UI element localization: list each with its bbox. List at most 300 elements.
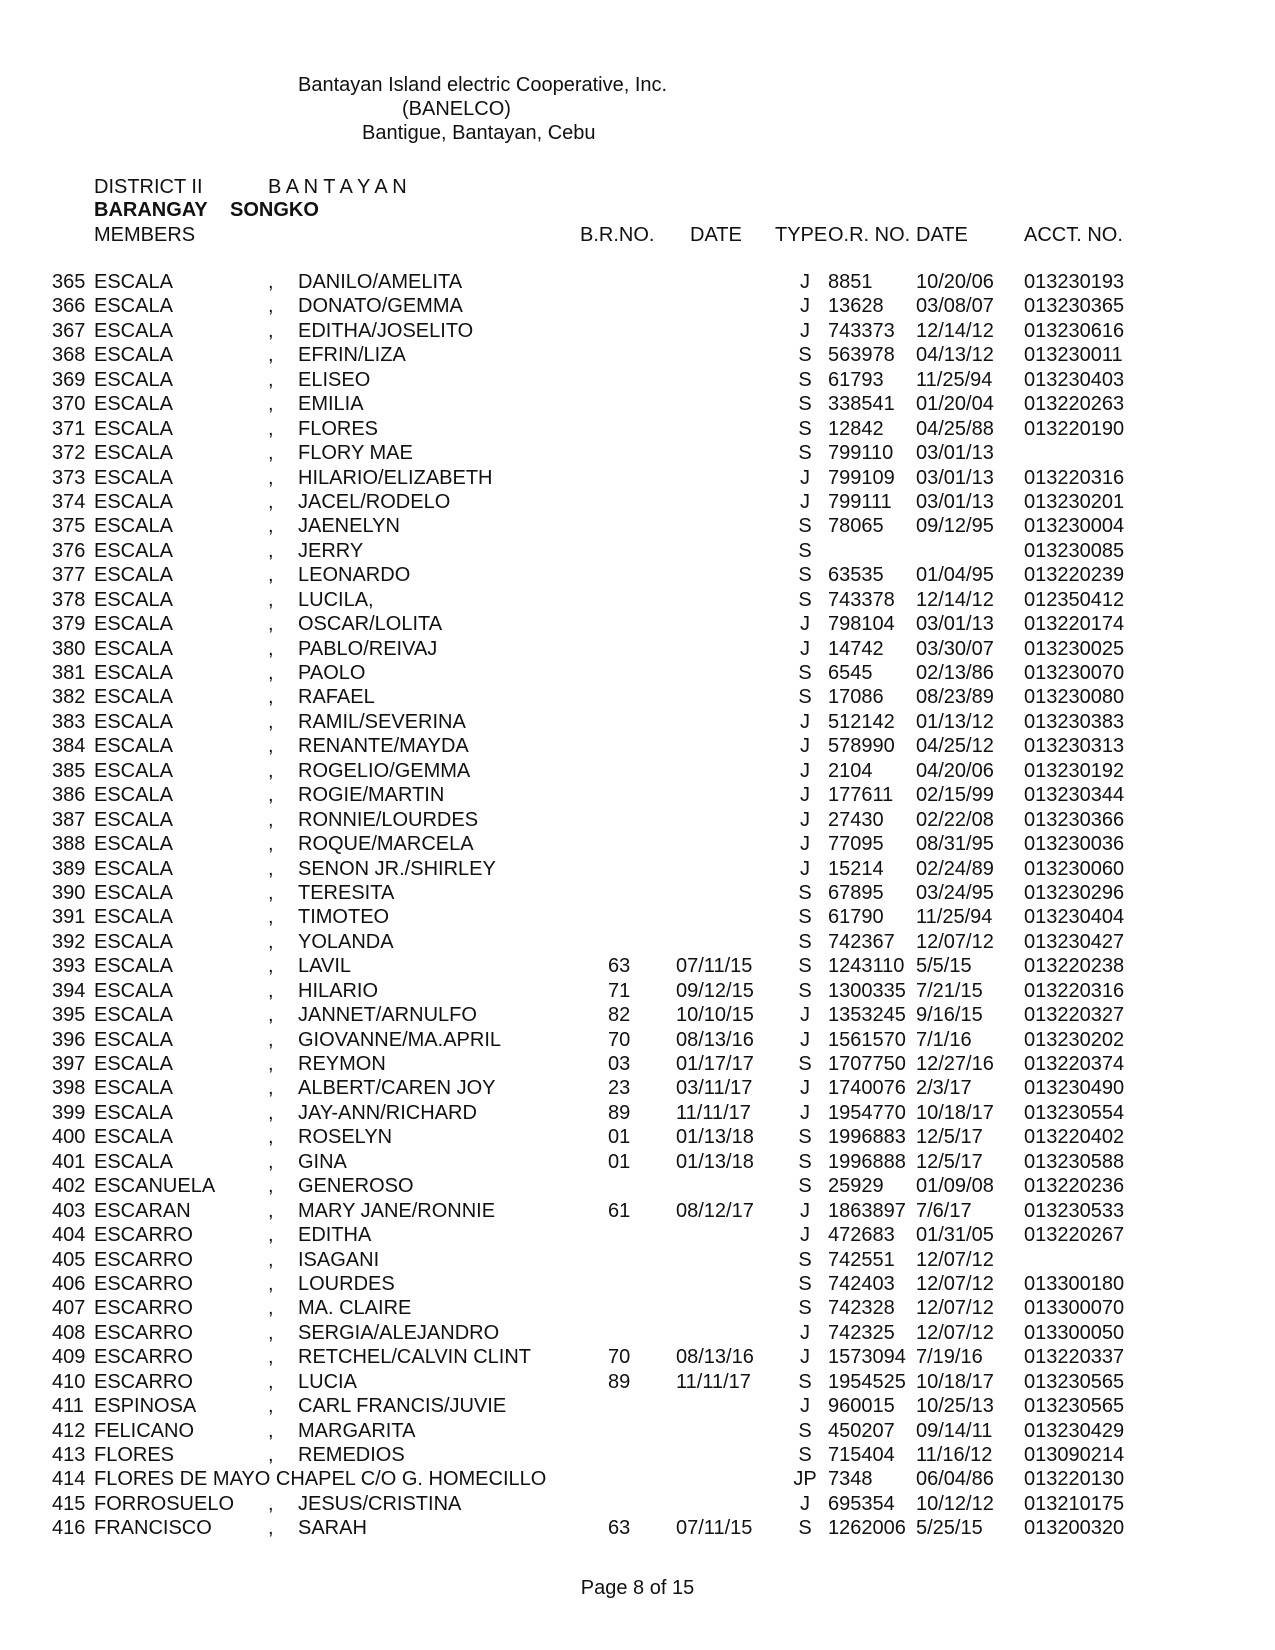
- first-name: EDITHA/JOSELITO: [298, 319, 474, 342]
- table-row: [0, 295, 1275, 319]
- first-name: EMILIA: [298, 393, 364, 416]
- account-number: 013220263: [1024, 393, 1125, 416]
- or-number: 177611: [828, 784, 894, 807]
- row-number: 415: [52, 1492, 86, 1515]
- last-name: ESCALA: [94, 466, 173, 489]
- name-separator: ,: [268, 857, 274, 880]
- row-number: 371: [52, 417, 86, 440]
- row-number: 372: [52, 442, 86, 465]
- or-date: 11/25/94: [916, 368, 993, 391]
- br-number: 89: [608, 1370, 631, 1393]
- or-date: 09/12/95: [916, 515, 994, 538]
- table-row: [0, 760, 1275, 784]
- br-number: 70: [608, 1028, 631, 1051]
- member-type: J: [800, 857, 810, 880]
- last-name: ESCALA: [94, 295, 173, 318]
- name-separator: ,: [268, 1370, 274, 1393]
- or-date: 12/14/12: [916, 588, 994, 611]
- account-number: 013230404: [1024, 906, 1125, 929]
- or-date: 04/25/88: [916, 417, 994, 440]
- last-name: ESCALA: [94, 564, 173, 587]
- or-date: 7/21/15: [916, 979, 983, 1002]
- last-name: ESCALA: [94, 784, 173, 807]
- last-name: FRANCISCO: [94, 1517, 212, 1540]
- or-number: 578990: [828, 735, 895, 758]
- table-row: [0, 1346, 1275, 1370]
- last-name: ESCALA: [94, 759, 173, 782]
- member-type: J: [800, 735, 810, 758]
- last-name: ESCALA: [94, 271, 173, 293]
- or-date: 10/18/17: [916, 1101, 994, 1124]
- name-separator: ,: [268, 1101, 274, 1124]
- or-date: 7/19/16: [916, 1346, 983, 1369]
- name-separator: ,: [268, 1150, 274, 1173]
- last-name: FLORES: [94, 1444, 175, 1466]
- table-row: [0, 809, 1275, 833]
- last-name: ESCALA: [94, 637, 173, 660]
- name-separator: ,: [268, 539, 274, 562]
- or-date: 7/1/16: [916, 1028, 972, 1051]
- account-number: 013220238: [1024, 955, 1125, 978]
- last-name: ESCALA: [94, 906, 173, 929]
- member-type: J: [800, 1199, 810, 1222]
- br-date: 08/13/16: [676, 1346, 754, 1369]
- br-number: 82: [608, 1004, 631, 1027]
- account-number: 013220239: [1024, 564, 1125, 587]
- or-number: 63535: [828, 564, 884, 587]
- or-date: 12/14/12: [916, 319, 994, 342]
- member-type: S: [798, 906, 812, 929]
- name-separator: ,: [268, 588, 274, 611]
- or-date: 06/04/86: [916, 1468, 994, 1491]
- row-number: 403: [52, 1199, 86, 1222]
- or-number: 1954525: [828, 1370, 906, 1393]
- row-number: 399: [52, 1101, 86, 1124]
- or-date: 04/25/12: [916, 735, 994, 758]
- or-number: 512142: [828, 710, 895, 733]
- or-number: 715404: [828, 1444, 895, 1466]
- account-number: 013230080: [1024, 686, 1125, 709]
- name-separator: ,: [268, 735, 274, 758]
- or-date: 02/22/08: [916, 808, 994, 831]
- first-name: RENANTE/MAYDA: [298, 735, 469, 758]
- table-row: [0, 491, 1275, 515]
- table-row: [0, 320, 1275, 344]
- or-number: 695354: [828, 1492, 895, 1515]
- or-date: 12/07/12: [916, 1297, 994, 1320]
- row-number: 411: [52, 1395, 84, 1418]
- table-row: [0, 784, 1275, 808]
- or-date: 7/6/17: [916, 1199, 972, 1222]
- first-name: DONATO/GEMMA: [298, 295, 463, 318]
- br-date: 01/17/17: [676, 1053, 754, 1075]
- last-name: ESCALA: [94, 881, 173, 904]
- last-name: ESCALA: [94, 613, 173, 636]
- member-type: S: [798, 564, 812, 587]
- or-date: 12/5/17: [916, 1126, 983, 1149]
- account-number: 013230344: [1024, 784, 1125, 807]
- name-separator: ,: [268, 686, 274, 709]
- name-separator: ,: [268, 1444, 274, 1466]
- or-number: 25929: [828, 1175, 884, 1198]
- account-number: 013230366: [1024, 808, 1125, 831]
- row-number: 404: [52, 1224, 86, 1247]
- row-number: 385: [52, 759, 86, 782]
- row-number: 376: [52, 539, 86, 562]
- member-type: S: [798, 393, 812, 416]
- row-number: 397: [52, 1053, 86, 1075]
- row-number: 398: [52, 1077, 86, 1100]
- or-number: 61790: [828, 906, 884, 929]
- or-number: 1996888: [828, 1150, 906, 1173]
- name-separator: ,: [268, 515, 274, 538]
- row-number: 380: [52, 637, 86, 660]
- account-number: 013230004: [1024, 515, 1125, 538]
- account-number: 013230025: [1024, 637, 1125, 660]
- br-number: 71: [608, 979, 631, 1002]
- table-row: [0, 442, 1275, 466]
- row-number: 375: [52, 515, 86, 538]
- table-row: [0, 1004, 1275, 1028]
- or-number: 27430: [828, 808, 884, 831]
- or-date: 11/25/94: [916, 906, 993, 929]
- table-row: [0, 1029, 1275, 1053]
- org-abbr: (BANELCO): [402, 98, 511, 120]
- account-number: 013220402: [1024, 1126, 1125, 1149]
- member-type: S: [798, 417, 812, 440]
- or-date: 12/07/12: [916, 1248, 994, 1271]
- br-number: 03: [608, 1053, 631, 1075]
- last-name: FELICANO: [94, 1419, 195, 1442]
- table-row: [0, 613, 1275, 637]
- or-date: 12/07/12: [916, 930, 994, 953]
- table-row: [0, 1273, 1275, 1297]
- member-type: S: [798, 1444, 812, 1466]
- member-type: J: [800, 759, 810, 782]
- or-number: 1353245: [828, 1004, 906, 1027]
- table-row: [0, 564, 1275, 588]
- br-date: 11/11/17: [676, 1370, 751, 1393]
- name-separator: ,: [268, 930, 274, 953]
- last-name: ESCALA: [94, 490, 173, 513]
- or-number: 338541: [828, 393, 895, 416]
- member-type: S: [798, 1272, 812, 1295]
- row-number: 387: [52, 808, 86, 831]
- or-date: 12/5/17: [916, 1150, 983, 1173]
- page-number: Page 8 of 15: [580, 1577, 695, 1599]
- account-number: 013220236: [1024, 1175, 1125, 1198]
- org-address: Bantigue, Bantayan, Cebu: [362, 122, 596, 144]
- or-date: 10/12/12: [916, 1492, 994, 1515]
- name-separator: ,: [268, 417, 274, 440]
- first-name: RAMIL/SEVERINA: [298, 710, 466, 733]
- first-name: SERGIA/ALEJANDRO: [298, 1321, 500, 1344]
- account-number: 013230554: [1024, 1101, 1125, 1124]
- row-number: 395: [52, 1004, 86, 1027]
- first-name: REMEDIOS: [298, 1444, 405, 1466]
- first-name: FLORES: [298, 417, 379, 440]
- first-name: CARL FRANCIS/JUVIE: [298, 1395, 507, 1418]
- member-type: S: [798, 344, 812, 367]
- or-number: 798104: [828, 613, 895, 636]
- row-number: 383: [52, 710, 86, 733]
- name-separator: ,: [268, 271, 274, 293]
- name-separator: ,: [268, 1248, 274, 1271]
- or-number: 563978: [828, 344, 895, 367]
- row-number: 405: [52, 1248, 86, 1271]
- name-separator: ,: [268, 1321, 274, 1344]
- br-date: 10/10/15: [676, 1004, 754, 1027]
- last-name: ESCALA: [94, 1077, 173, 1100]
- account-number: 013220316: [1024, 979, 1125, 1002]
- row-number: 373: [52, 466, 86, 489]
- last-name: ESCALA: [94, 808, 173, 831]
- table-row: [0, 418, 1275, 442]
- table-row: [0, 980, 1275, 1004]
- member-type: J: [800, 1321, 810, 1344]
- br-date: 07/11/15: [676, 1517, 753, 1540]
- or-number: 743373: [828, 319, 895, 342]
- first-name: GINA: [298, 1150, 347, 1173]
- account-number: 013220130: [1024, 1468, 1125, 1491]
- first-name: ROGIE/MARTIN: [298, 784, 445, 807]
- last-name: ESCALA: [94, 588, 173, 611]
- or-date: 9/16/15: [916, 1004, 983, 1027]
- member-type: J: [800, 466, 810, 489]
- row-number: 410: [52, 1370, 86, 1393]
- last-name: ESCALA: [94, 735, 173, 758]
- br-number: 01: [608, 1150, 631, 1173]
- last-name: ESCALA: [94, 930, 173, 953]
- table-row: [0, 1102, 1275, 1126]
- row-number: 400: [52, 1126, 86, 1149]
- name-separator: ,: [268, 1517, 274, 1540]
- name-separator: ,: [268, 1028, 274, 1051]
- or-date: 12/27/16: [916, 1053, 994, 1075]
- first-name: ROSELYN: [298, 1126, 393, 1149]
- name-separator: ,: [268, 1419, 274, 1442]
- first-name: MARGARITA: [298, 1419, 416, 1442]
- br-number: 63: [608, 1517, 631, 1540]
- row-number: 378: [52, 588, 86, 611]
- table-row: [0, 1468, 1275, 1492]
- district-label: DISTRICT II: [94, 176, 203, 198]
- member-type: S: [798, 1150, 812, 1173]
- last-name: ESCALA: [94, 833, 173, 856]
- row-number: 407: [52, 1297, 86, 1320]
- first-name: EFRIN/LIZA: [298, 344, 406, 367]
- first-name: HILARIO/ELIZABETH: [298, 466, 493, 489]
- first-name: JAENELYN: [298, 515, 400, 538]
- name-separator: ,: [268, 1224, 274, 1247]
- or-date: 03/01/13: [916, 613, 994, 636]
- or-number: 1740076: [828, 1077, 906, 1100]
- or-date: 03/30/07: [916, 637, 994, 660]
- row-number: 379: [52, 613, 86, 636]
- last-name: ESCALA: [94, 1028, 173, 1051]
- or-date: 2/3/17: [916, 1077, 972, 1100]
- account-number: 013230429: [1024, 1419, 1125, 1442]
- last-name: ESCALA: [94, 1150, 173, 1173]
- first-name: LUCIA: [298, 1370, 357, 1393]
- or-number: 450207: [828, 1419, 895, 1442]
- table-row: [0, 906, 1275, 930]
- row-number: 393: [52, 955, 86, 978]
- name-separator: ,: [268, 295, 274, 318]
- name-separator: ,: [268, 490, 274, 513]
- table-row: [0, 1322, 1275, 1346]
- table-row: [0, 1493, 1275, 1517]
- table-row: [0, 1200, 1275, 1224]
- table-row: [0, 1297, 1275, 1321]
- or-date: 02/13/86: [916, 662, 994, 684]
- table-row: [0, 931, 1275, 955]
- or-number: 1996883: [828, 1126, 906, 1149]
- member-type: S: [798, 539, 812, 562]
- first-name: REYMON: [298, 1053, 386, 1075]
- or-date: 08/23/89: [916, 686, 994, 709]
- account-number: 013210175: [1024, 1492, 1125, 1515]
- last-name: ESCANUELA: [94, 1175, 216, 1198]
- table-row: [0, 735, 1275, 759]
- first-name: RAFAEL: [298, 686, 375, 709]
- row-number: 392: [52, 930, 86, 953]
- member-type: S: [798, 368, 812, 391]
- or-date: 01/09/08: [916, 1175, 994, 1198]
- account-number: 013300050: [1024, 1321, 1125, 1344]
- row-number: 401: [52, 1150, 86, 1173]
- member-type: J: [800, 319, 810, 342]
- or-date: 03/08/07: [916, 295, 994, 318]
- account-number: 013230201: [1024, 490, 1125, 513]
- account-number: 013230060: [1024, 857, 1125, 880]
- first-name: LUCILA,: [298, 588, 374, 611]
- first-name: JACEL/RODELO: [298, 490, 451, 513]
- first-name: LOURDES: [298, 1272, 395, 1295]
- name-separator: ,: [268, 1395, 274, 1418]
- or-number: 2104: [828, 759, 873, 782]
- or-number: 742367: [828, 930, 895, 953]
- name-separator: ,: [268, 979, 274, 1002]
- account-number: 013230565: [1024, 1395, 1125, 1418]
- last-name: ESCALA: [94, 442, 173, 465]
- name-separator: ,: [268, 710, 274, 733]
- member-type: J: [800, 1101, 810, 1124]
- first-name: SARAH: [298, 1517, 367, 1540]
- row-number: 412: [52, 1419, 86, 1442]
- first-name: TIMOTEO: [298, 906, 390, 929]
- or-date: 01/04/95: [916, 564, 994, 587]
- last-name: ESCARRO: [94, 1370, 193, 1393]
- last-name: FLORES DE MAYO CHAPEL C/O G. HOMECILLO: [94, 1468, 547, 1491]
- account-number: 013300180: [1024, 1272, 1125, 1295]
- member-list: [0, 271, 1275, 1542]
- row-number: 367: [52, 319, 86, 342]
- member-type: J: [800, 833, 810, 856]
- member-type: S: [798, 1053, 812, 1075]
- member-type: S: [798, 881, 812, 904]
- district-name: B A N T A Y A N: [268, 176, 407, 198]
- last-name: ESCALA: [94, 710, 173, 733]
- br-number: 89: [608, 1101, 631, 1124]
- table-row: [0, 271, 1275, 295]
- name-separator: ,: [268, 1199, 274, 1222]
- member-type: J: [800, 784, 810, 807]
- name-separator: ,: [268, 564, 274, 587]
- account-number: 013230565: [1024, 1370, 1125, 1393]
- row-number: 370: [52, 393, 86, 416]
- row-number: 382: [52, 686, 86, 709]
- name-separator: ,: [268, 1077, 274, 1100]
- member-type: S: [798, 930, 812, 953]
- last-name: ESCARAN: [94, 1199, 191, 1222]
- last-name: ESCALA: [94, 1004, 173, 1027]
- account-number: 013220337: [1024, 1346, 1125, 1369]
- member-type: J: [800, 1077, 810, 1100]
- or-number: 77095: [828, 833, 884, 856]
- first-name: FLORY MAE: [298, 442, 413, 465]
- name-separator: ,: [268, 319, 274, 342]
- name-separator: ,: [268, 1053, 274, 1075]
- br-date: 01/13/18: [676, 1126, 754, 1149]
- last-name: ESCALA: [94, 857, 173, 880]
- or-number: 472683: [828, 1224, 895, 1247]
- row-number: 381: [52, 662, 86, 684]
- row-number: 406: [52, 1272, 86, 1295]
- first-name: PABLO/REIVAJ: [298, 637, 438, 660]
- or-number: 1863897: [828, 1199, 906, 1222]
- col-date: DATE: [690, 224, 742, 246]
- or-number: 8851: [828, 271, 873, 293]
- table-row: [0, 1175, 1275, 1199]
- name-separator: ,: [268, 1346, 274, 1369]
- account-number: 013230070: [1024, 662, 1125, 684]
- or-number: 742403: [828, 1272, 895, 1295]
- member-type: J: [800, 1346, 810, 1369]
- table-row: [0, 1444, 1275, 1468]
- member-type: S: [798, 1248, 812, 1271]
- account-number: 013230427: [1024, 930, 1125, 953]
- member-type: S: [798, 1517, 812, 1540]
- name-separator: ,: [268, 466, 274, 489]
- first-name: ROQUE/MARCELA: [298, 833, 474, 856]
- account-number: 013230616: [1024, 319, 1125, 342]
- name-separator: ,: [268, 368, 274, 391]
- member-type: J: [800, 1224, 810, 1247]
- table-row: [0, 955, 1275, 979]
- account-number: 013230588: [1024, 1150, 1125, 1173]
- first-name: SENON JR./SHIRLEY: [298, 857, 496, 880]
- or-number: 1954770: [828, 1101, 906, 1124]
- table-row: [0, 1126, 1275, 1150]
- first-name: GIOVANNE/MA.APRIL: [298, 1028, 502, 1051]
- first-name: MARY JANE/RONNIE: [298, 1199, 496, 1222]
- last-name: ESCARRO: [94, 1224, 193, 1247]
- or-number: 799111: [828, 490, 892, 513]
- or-number: 17086: [828, 686, 884, 709]
- first-name: ROGELIO/GEMMA: [298, 759, 471, 782]
- row-number: 409: [52, 1346, 86, 1369]
- member-type: S: [798, 979, 812, 1002]
- last-name: ESCALA: [94, 344, 173, 367]
- row-number: 386: [52, 784, 86, 807]
- name-separator: ,: [268, 662, 274, 684]
- first-name: JAY-ANN/RICHARD: [298, 1101, 477, 1124]
- row-number: 377: [52, 564, 86, 587]
- col-acct-no: ACCT. NO.: [1024, 224, 1123, 246]
- member-type: S: [798, 1297, 812, 1320]
- account-number: 013300070: [1024, 1297, 1125, 1320]
